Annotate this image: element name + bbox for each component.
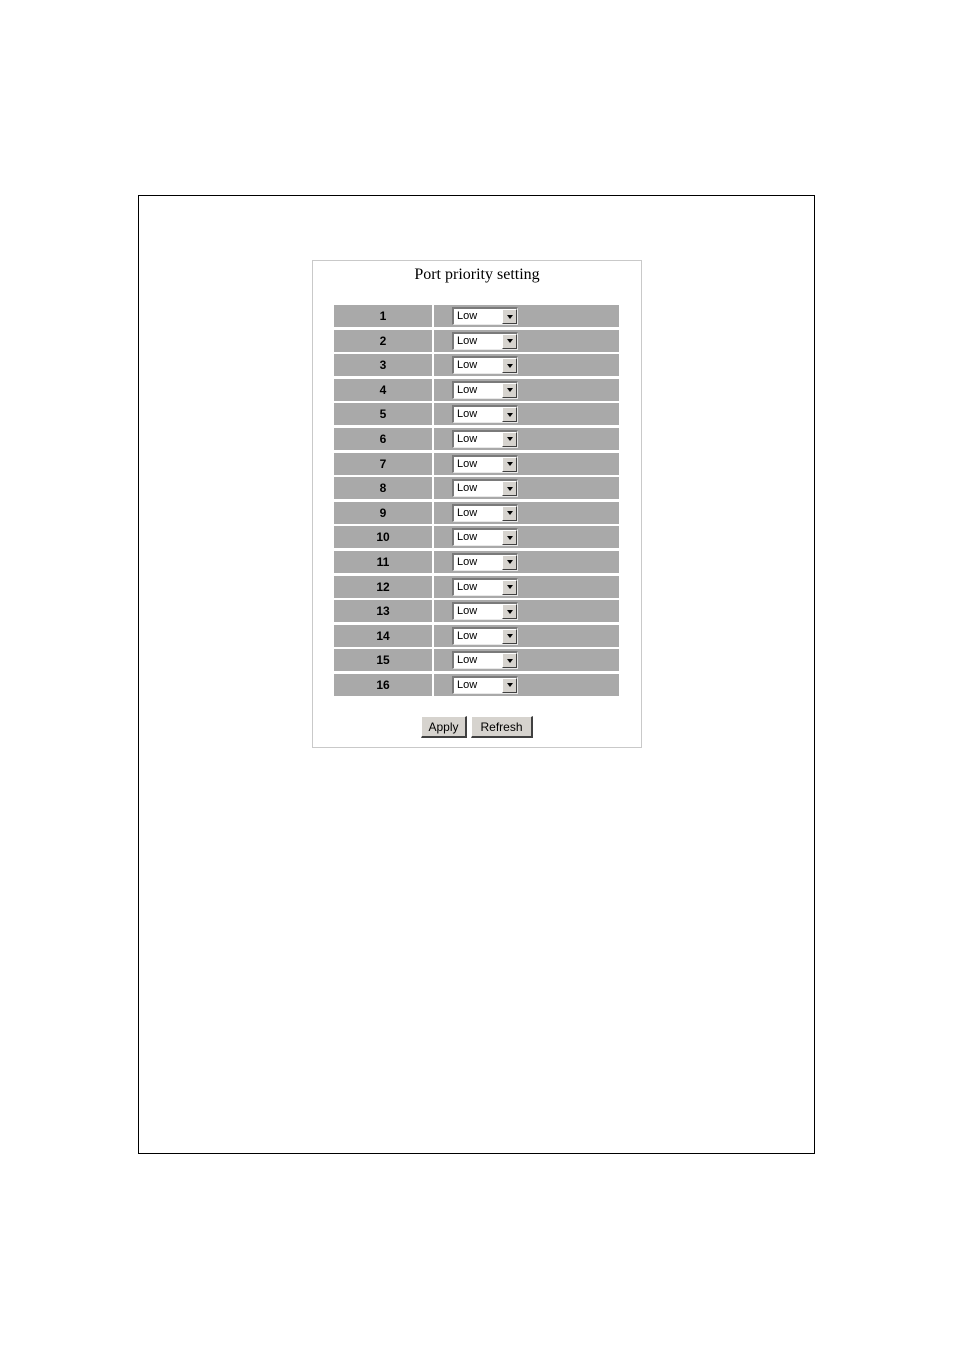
- priority-select[interactable]: [452, 553, 518, 571]
- chevron-down-icon[interactable]: [502, 678, 517, 693]
- priority-value: Low: [457, 359, 478, 372]
- priority-select[interactable]: [452, 504, 518, 522]
- port-number: 11: [334, 551, 432, 573]
- chevron-down-icon[interactable]: [502, 358, 517, 373]
- table-row: [334, 625, 619, 647]
- port-number: 7: [334, 453, 432, 475]
- priority-select[interactable]: [452, 602, 518, 620]
- table-row: [334, 502, 619, 524]
- port-number: 16: [334, 674, 432, 696]
- chevron-down-icon[interactable]: [502, 432, 517, 447]
- chevron-down-icon[interactable]: [502, 653, 517, 668]
- port-number: 1: [334, 305, 432, 327]
- priority-value: Low: [457, 383, 478, 396]
- port-number: 4: [334, 379, 432, 401]
- chevron-down-icon[interactable]: [502, 530, 517, 545]
- priority-cell: [434, 477, 619, 499]
- page-title: Port priority setting: [414, 266, 540, 283]
- port-number: 14: [334, 625, 432, 647]
- port-number: 5: [334, 403, 432, 425]
- chevron-down-icon[interactable]: [502, 629, 517, 644]
- priority-cell: [434, 576, 619, 598]
- priority-value: Low: [457, 506, 478, 519]
- chevron-down-icon[interactable]: [502, 481, 517, 496]
- priority-cell: [434, 600, 619, 622]
- chevron-down-icon[interactable]: [502, 580, 517, 595]
- chevron-down-icon[interactable]: [502, 383, 517, 398]
- table-row: [334, 379, 619, 401]
- priority-select[interactable]: [452, 676, 518, 694]
- priority-value: Low: [457, 482, 478, 495]
- table-row: [334, 330, 619, 352]
- priority-cell: [434, 305, 619, 327]
- priority-select[interactable]: [452, 356, 518, 374]
- priority-cell: [434, 354, 619, 376]
- priority-select[interactable]: [452, 430, 518, 448]
- priority-cell: [434, 625, 619, 647]
- chevron-down-icon[interactable]: [502, 506, 517, 521]
- table-row: [334, 674, 619, 696]
- priority-select[interactable]: [452, 479, 518, 497]
- table-row: [334, 354, 619, 376]
- priority-cell: [434, 379, 619, 401]
- priority-cell: [434, 502, 619, 524]
- priority-cell: [434, 649, 619, 671]
- table-row: [334, 526, 619, 548]
- priority-cell: [434, 674, 619, 696]
- priority-select[interactable]: [452, 405, 518, 423]
- port-number: 6: [334, 428, 432, 450]
- priority-cell: [434, 526, 619, 548]
- table-row: [334, 600, 619, 622]
- priority-value: Low: [457, 605, 478, 618]
- priority-cell: [434, 403, 619, 425]
- priority-value: Low: [457, 654, 478, 667]
- chevron-down-icon[interactable]: [502, 309, 517, 324]
- table-row: [334, 453, 619, 475]
- table-row: [334, 428, 619, 450]
- priority-value: Low: [457, 334, 478, 347]
- port-priority-table: [334, 305, 619, 699]
- priority-cell: [434, 453, 619, 475]
- priority-select[interactable]: [452, 627, 518, 645]
- port-number: 3: [334, 354, 432, 376]
- port-number: 12: [334, 576, 432, 598]
- port-number: 15: [334, 649, 432, 671]
- port-number: 9: [334, 502, 432, 524]
- priority-value: Low: [457, 408, 478, 421]
- priority-value: Low: [457, 310, 478, 322]
- port-number: 2: [334, 330, 432, 352]
- chevron-down-icon[interactable]: [502, 334, 517, 349]
- priority-select[interactable]: [452, 578, 518, 596]
- priority-value: Low: [457, 555, 478, 568]
- priority-select[interactable]: [452, 307, 518, 325]
- chevron-down-icon[interactable]: [502, 457, 517, 472]
- port-priority-panel: [312, 260, 642, 748]
- priority-value: Low: [457, 678, 478, 691]
- port-number: 13: [334, 600, 432, 622]
- table-row: [334, 649, 619, 671]
- priority-value: Low: [457, 432, 478, 445]
- priority-select[interactable]: [452, 455, 518, 473]
- chevron-down-icon[interactable]: [502, 407, 517, 422]
- priority-value: Low: [457, 580, 478, 593]
- priority-select[interactable]: [452, 528, 518, 546]
- table-row: [334, 477, 619, 499]
- table-row: [334, 305, 619, 327]
- refresh-button[interactable]: Refresh: [471, 716, 533, 738]
- priority-cell: [434, 551, 619, 573]
- port-number: 10: [334, 526, 432, 548]
- priority-value: Low: [457, 531, 478, 544]
- priority-value: Low: [457, 457, 478, 470]
- priority-cell: [434, 428, 619, 450]
- priority-cell: [434, 330, 619, 352]
- priority-select[interactable]: [452, 651, 518, 669]
- table-row: [334, 551, 619, 573]
- button-bar: [313, 716, 641, 738]
- port-number: 8: [334, 477, 432, 499]
- table-row: [334, 403, 619, 425]
- apply-button[interactable]: Apply: [421, 716, 467, 738]
- chevron-down-icon[interactable]: [502, 604, 517, 619]
- priority-value: Low: [457, 629, 478, 642]
- priority-select[interactable]: [452, 332, 518, 350]
- table-row: [334, 576, 619, 598]
- priority-select[interactable]: [452, 381, 518, 399]
- chevron-down-icon[interactable]: [502, 555, 517, 570]
